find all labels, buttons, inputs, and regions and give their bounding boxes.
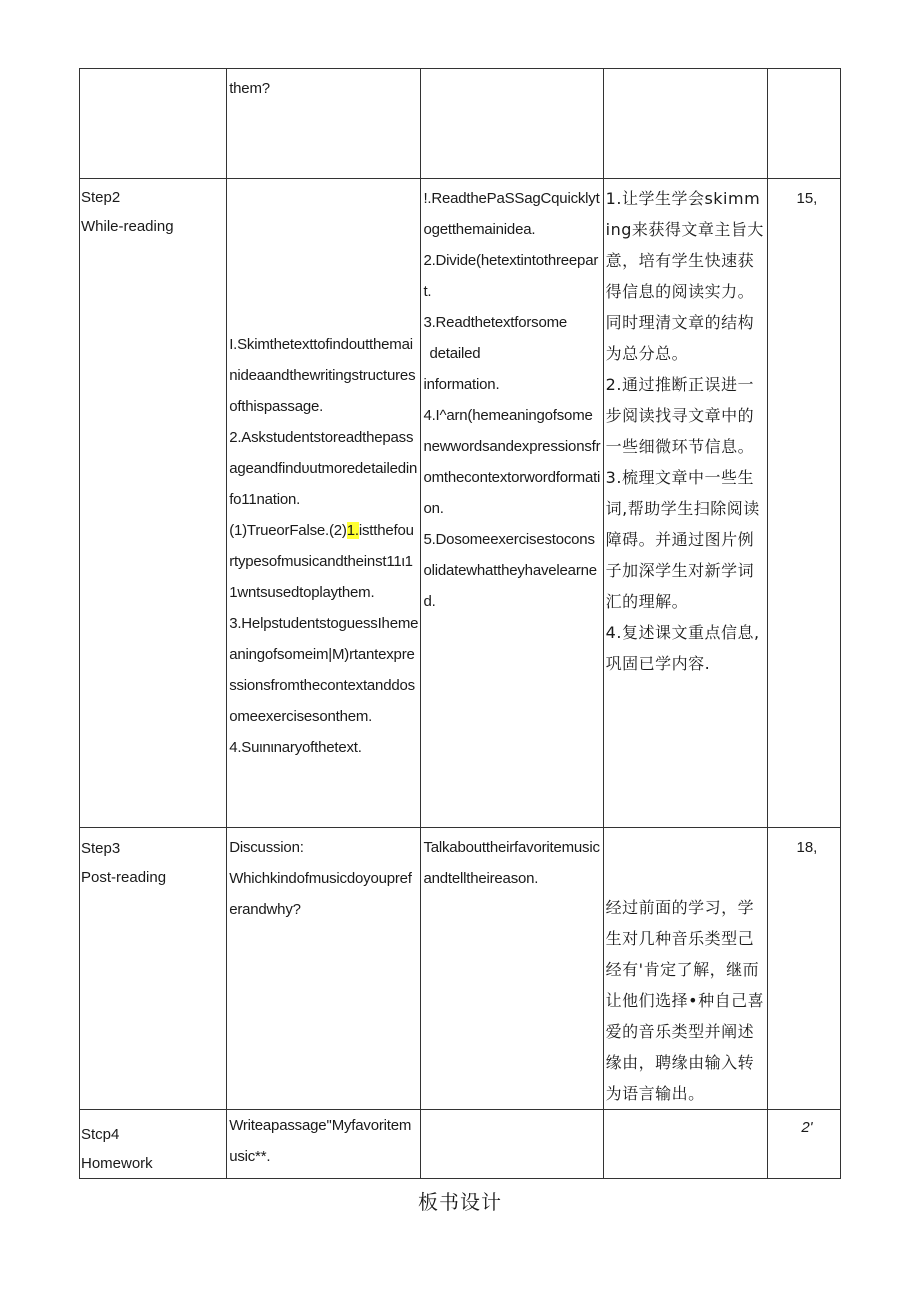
discussion-question: Whichkindofmusicdoyoupreferandwhy? <box>229 870 412 918</box>
student-item-2: 2.Divide(hetextintothreepart. <box>423 252 599 300</box>
lesson-plan-table <box>79 68 841 1179</box>
teacher-activity-cell <box>227 69 421 179</box>
step-cell <box>80 1110 227 1179</box>
student-activity-cell <box>421 828 603 1110</box>
student-item-1: !.ReadthePaSSagCquicklytogetthemainidea. <box>423 190 600 238</box>
board-design-title: 板书设计 <box>418 1190 502 1214</box>
teacher-item-2-sub <box>227 515 420 608</box>
step-cell <box>80 828 227 1110</box>
teacher-item-3: 3.HelpstudentstoguessIhemeaningofsomeim|M)rtantexpressionsfromthecontextanddosomeexercisesonthem. <box>229 615 419 725</box>
purpose-cell <box>603 828 767 1110</box>
student-item-3-end: information. <box>423 376 500 393</box>
time-value: 2' <box>801 1119 813 1136</box>
purpose-item-4: 4.复述课文重点信息,巩固已学内容. <box>605 623 760 673</box>
table-row <box>80 179 841 828</box>
student-activity-cell <box>421 179 603 828</box>
time-cell <box>767 1110 840 1179</box>
time-cell <box>767 179 840 828</box>
homework-text: Writeapassage''Myfavoritemusic**. <box>229 1117 412 1165</box>
purpose-text: 经过前面的学习，学生对几种音乐类型己经有'肯定了解，继而让他们选择•种自己喜爱的音乐类型并阐述缘由，聘缘由输入转为语言输出。 <box>605 898 765 1103</box>
student-item-5: 5.Dosomeexercisestoconsolidatewhattheyhavelearned. <box>423 531 597 610</box>
teacher-activity-cell <box>227 828 421 1110</box>
step-label: Step2 <box>81 189 121 206</box>
true-false-text: (1)TrueorFalse.(2) <box>229 522 347 539</box>
purpose-cell <box>603 179 767 828</box>
time-cell <box>767 69 840 179</box>
student-item-3-cont: detailed <box>429 345 481 362</box>
teacher-activity-cell <box>227 1110 421 1179</box>
teacher-activity-text: them? <box>229 80 270 97</box>
purpose-item-2: 2.通过推断正误进一步阅读找寻文章中的一些细微环节信息。 <box>605 375 755 456</box>
table-row <box>80 1110 841 1179</box>
list-text: istthefourtypesofmusicandtheinst11ι11wntsusedtoplaythem. <box>229 522 414 601</box>
teacher-activity-cell <box>227 179 421 828</box>
teacher-item-2: 2.Askstudentstoreadthepassageandfindυutmoredetailedinfo11nation. <box>229 429 418 508</box>
student-item-4: 4.I^arn(hemeaningofsomenewwordsandexpressionsfromthecontextorwordformation. <box>423 407 601 517</box>
highlight-mark: 1. <box>346 522 359 539</box>
step-label: Stcp4 <box>81 1126 120 1143</box>
step-cell <box>80 69 227 179</box>
teacher-item-4: 4.Suιnιnaryofthetext. <box>229 739 362 756</box>
purpose-cell <box>603 1110 767 1179</box>
student-activity-cell <box>421 69 603 179</box>
teacher-item-1: I.Skimthetexttofindoutthemainideaandthewritingstructuresofthispassage. <box>229 336 416 415</box>
purpose-item-3: 3.梳理文章中一些生词,帮助学生扫除阅读障碍。并通过图片例子加深学生对新学词汇的理解。 <box>605 468 760 611</box>
time-value: 18, <box>796 839 818 856</box>
student-activity-text: Talkabouttheirfavoritemusicandtelltheireason. <box>423 839 600 887</box>
step-phase: While-reading <box>81 218 174 235</box>
step-phase: Homework <box>81 1155 153 1172</box>
discussion-label: Discussion: <box>229 839 304 856</box>
step-label: Step3 <box>81 840 121 857</box>
step-cell <box>80 179 227 828</box>
purpose-cell <box>603 69 767 179</box>
time-value: 15, <box>796 190 818 207</box>
table-row <box>80 828 841 1110</box>
student-item-3: 3.Readthetextforsome <box>423 314 568 331</box>
purpose-item-1: 1.让学生学会skimming来获得文章主旨大意，培有学生快速获得信息的阅读实力。同时理清文章的结构为总分总。 <box>605 189 764 363</box>
time-cell <box>767 828 840 1110</box>
table-row <box>80 69 841 179</box>
step-phase: Post-reading <box>81 869 167 886</box>
student-activity-cell <box>421 1110 603 1179</box>
